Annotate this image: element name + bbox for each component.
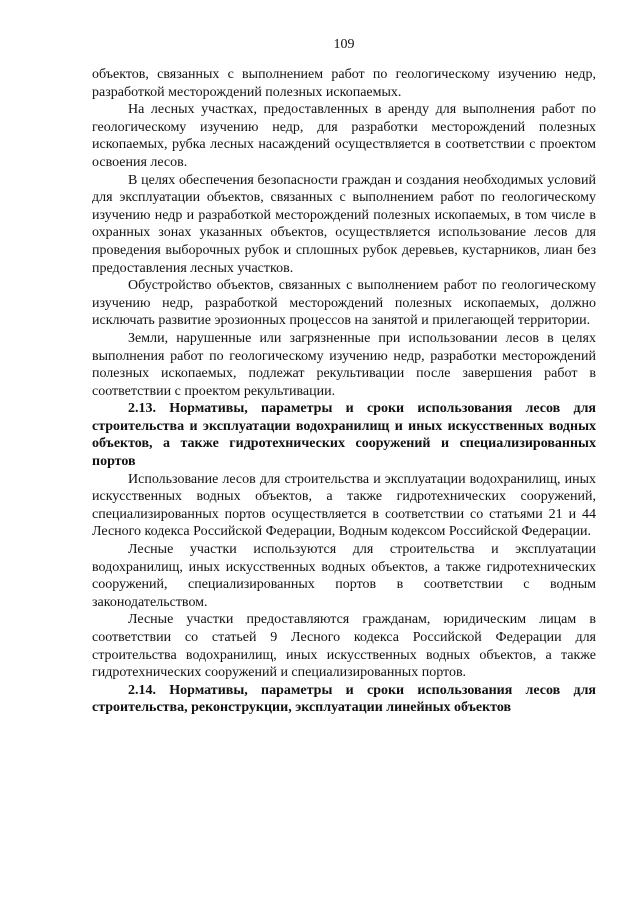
paragraph: Земли, нарушенные или загрязненные при использовании лесов в целях выполнения работ по геологическому изучению недр, разработки месторождений полезных ископаемых, подлежат рекультивации после завершения работ в соответствии с проектом рекультивации.	[92, 330, 596, 399]
document-body	[92, 66, 596, 717]
paragraph: Обустройство объектов, связанных с выполнением работ по геологическому изучению недр, разработкой месторождений полезных ископаемых, должно исключать развитие эрозионных процессов на занятой и прилегающей территории.	[92, 278, 596, 329]
section-heading-2-14: 2.14. Нормативы, параметры и сроки использования лесов для строительства, реконструкции, эксплуатации линейных объектов	[92, 682, 596, 716]
paragraph: Лесные участки используются для строительства и эксплуатации водохранилищ, иных искусственных водных объектов, а также гидротехнических сооружений, специализированных портов в соответствии с водным законодательством.	[92, 542, 596, 610]
paragraph: объектов, связанных с выполнением работ по геологическому изучению недр, разработкой месторождений полезных ископаемых.	[92, 67, 596, 100]
paragraph: Лесные участки предоставляются гражданам, юридическим лицам в соответствии со статьей 9 Лесного кодекса Российской Федерации для строительства водохранилищ, иных искусственных водных объектов, а также гидротехнических сооружений и специализированных портов.	[92, 612, 596, 681]
paragraph: В целях обеспечения безопасности граждан и создания необходимых условий для эксплуатации объектов, связанных с выполнением работ по геологическому изучению недр и разработкой месторождений полезных ископаемых, в том числе в охранных зонах указанных объектов, осуществляется использование лесов для проведения выборочных рубок и сплошных рубок деревьев, кустарников, лиан без предоставления лесных участков.	[92, 172, 596, 276]
paragraph: На лесных участках, предоставленных в аренду для выполнения работ по геологическому изучению недр, для разработки месторождений полезных ископаемых, рубка лесных насаждений осуществляется в соответствии с проектом освоения лесов.	[92, 102, 596, 170]
paragraph: Использование лесов для строительства и эксплуатации водохранилищ, иных искусственных водных объектов, а также гидротехнических сооружений, специализированных портов осуществляется в соответствии со статьями 21 и 44 Лесного кодекса Российской Федерации, Водным кодексом Российской Федерации.	[92, 471, 596, 540]
section-heading-2-13: 2.13. Нормативы, параметры и сроки использования лесов для строительства и эксплуатации водохранилищ и иных искусственных водных объектов, а также гидротехнических сооружений и специализированных портов	[92, 401, 596, 470]
page-number: 109	[333, 37, 355, 52]
